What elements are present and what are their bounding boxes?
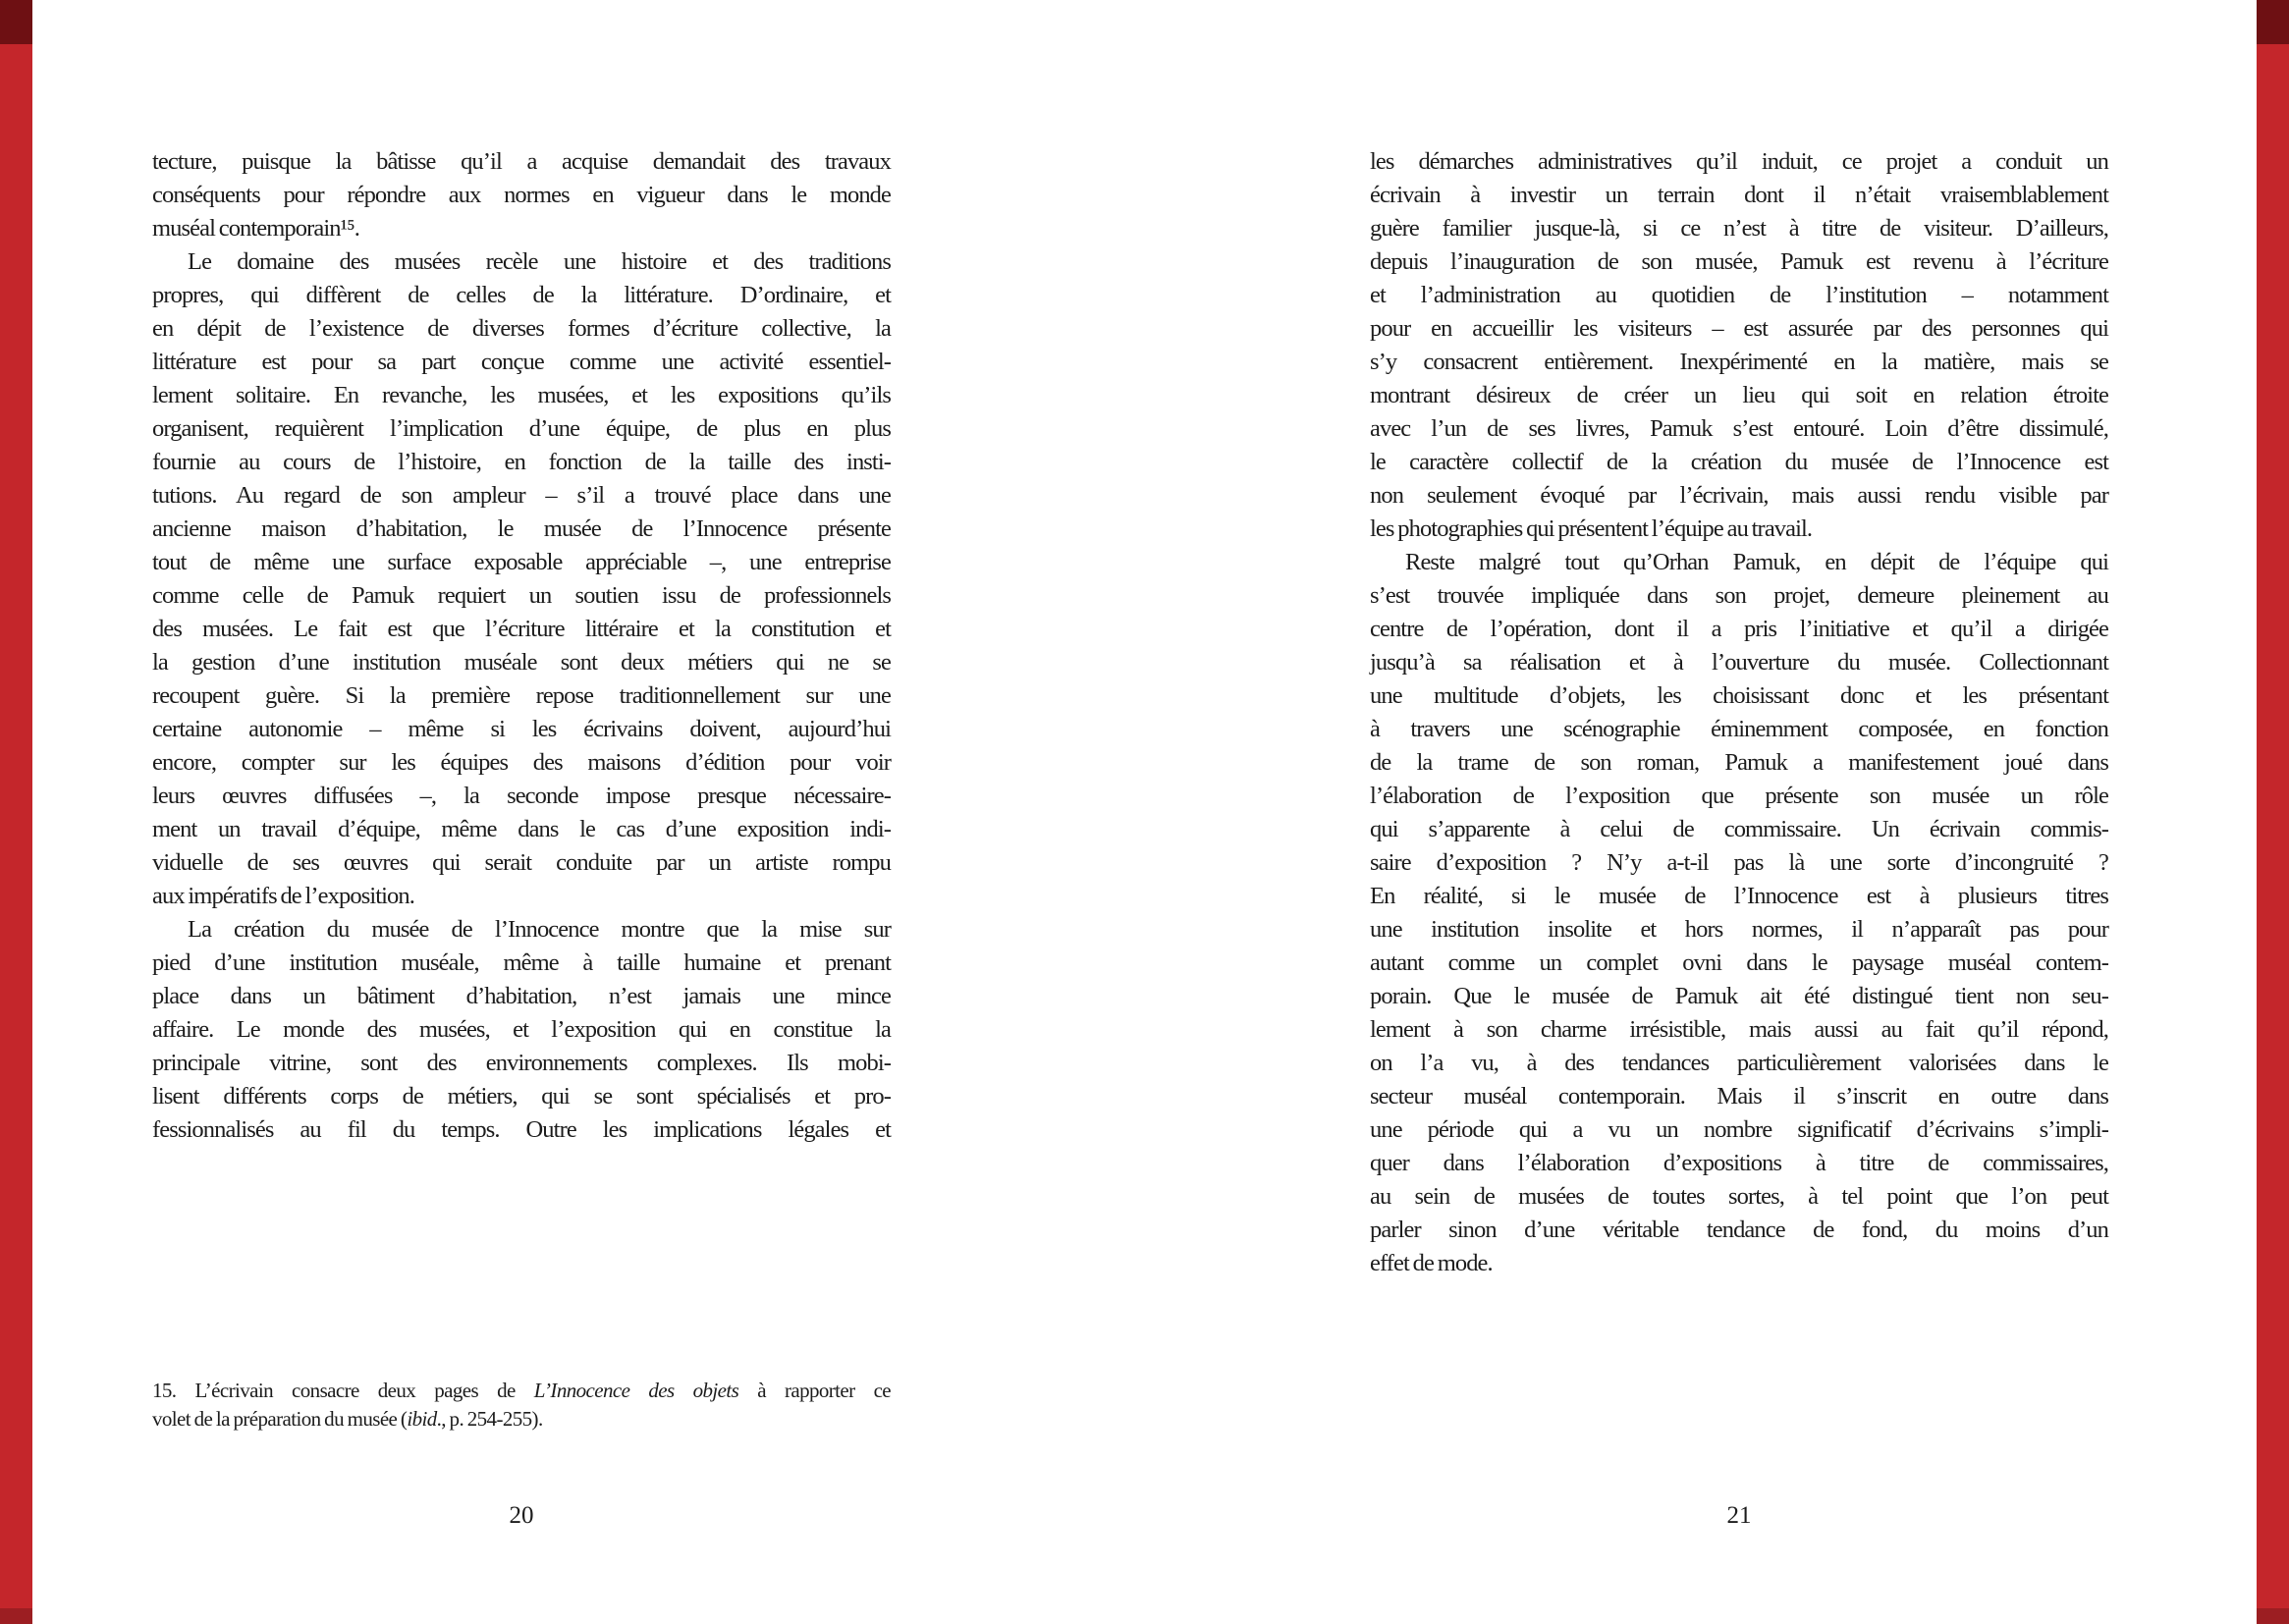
text-line: secteur muséal contemporain. Mais il s’inscrit en outre dans xyxy=(1370,1083,2108,1110)
text-line: encore, compter sur les équipes des maisons d’édition pour voir xyxy=(152,749,891,776)
text-line: En réalité, si le musée de l’Innocence est à plusieurs titres xyxy=(1370,883,2108,909)
text-line: lement à son charme irrésistible, mais aussi au fait qu’il répond, xyxy=(1370,1016,2108,1043)
text-line: tout de même une surface exposable appréciable –, une entreprise xyxy=(152,549,891,575)
text-line: tutions. Au regard de son ampleur – s’il a trouvé place dans une xyxy=(152,482,891,509)
text-line: La création du musée de l’Innocence montre que la mise sur xyxy=(188,916,891,943)
text-line: on l’a vu, à des tendances particulièrement valorisées dans le xyxy=(1370,1050,2108,1076)
text-line: écrivain à investir un terrain dont il n’était vraisemblablement xyxy=(1370,182,2108,208)
text-line: s’y consacrent entièrement. Inexpérimenté en la matière, mais se xyxy=(1370,349,2108,375)
text-segment: 15. L’écrivain consacre deux pages de xyxy=(152,1379,534,1402)
text-line: qui s’apparente à celui de commissaire. Un écrivain commis- xyxy=(1370,816,2108,842)
text-line: à travers une scénographie éminemment composée, en fonction xyxy=(1370,716,2108,742)
footnote xyxy=(152,1377,891,1434)
italic-text: L’Innocence des objets xyxy=(533,1379,739,1402)
text-line xyxy=(152,1405,891,1434)
text-line: fournie au cours de l’histoire, en fonction de la taille des insti- xyxy=(152,449,891,475)
text-line: tecture, puisque la bâtisse qu’il a acquise demandait des travaux xyxy=(152,148,891,175)
text-segment: volet de la préparation du musée ( xyxy=(152,1407,408,1431)
text-line: effet de mode. xyxy=(1370,1250,1493,1276)
text-line: autant comme un complet ovni dans le paysage muséal contem- xyxy=(1370,949,2108,976)
text-line: parler sinon d’une véritable tendance de fond, du moins d’un xyxy=(1370,1217,2108,1243)
text-line: les démarches administratives qu’il induit, ce projet a conduit un xyxy=(1370,148,2108,175)
text-line: ment un travail d’équipe, même dans le cas d’une exposition indi- xyxy=(152,816,891,842)
text-line: porain. Que le musée de Pamuk ait été distingué tient non seu- xyxy=(1370,983,2108,1009)
page-left xyxy=(152,145,891,1579)
text-line: conséquents pour répondre aux normes en vigueur dans le monde xyxy=(152,182,891,208)
text-line: lement solitaire. En revanche, les musées, et les expositions qu’ils xyxy=(152,382,891,408)
text-line: de la trame de son roman, Pamuk a manifestement joué dans xyxy=(1370,749,2108,776)
text-line: organisent, requièrent l’implication d’une équipe, de plus en plus xyxy=(152,415,891,442)
text-line: Le domaine des musées recèle une histoire et des traditions xyxy=(188,248,891,275)
text-line: s’est trouvée impliquée dans son projet, demeure pleinement au xyxy=(1370,582,2108,609)
text-line: des musées. Le fait est que l’écriture littéraire et la constitution et xyxy=(152,616,891,642)
text-line: pour en accueillir les visiteurs – est assurée par des personnes qui xyxy=(1370,315,2108,342)
text-line: centre de l’opération, dont il a pris l’initiative et qu’il a dirigée xyxy=(1370,616,2108,642)
text-line: certaine autonomie – même si les écrivains doivent, aujourd’hui xyxy=(152,716,891,742)
text-line: le caractère collectif de la création du musée de l’Innocence est xyxy=(1370,449,2108,475)
text-line: saire d’exposition ? N’y a-t-il pas là une sorte d’incongruité ? xyxy=(1370,849,2108,876)
text-line: en dépit de l’existence de diverses formes d’écriture collective, la xyxy=(152,315,891,342)
page-number-right: 21 xyxy=(1726,1502,1752,1529)
text-line xyxy=(152,1377,891,1405)
text-line: aux impératifs de l’exposition. xyxy=(152,883,414,909)
text-line: recoupent guère. Si la première repose traditionnellement sur une xyxy=(152,682,891,709)
text-line: pied d’une institution muséale, même à taille humaine et prenant xyxy=(152,949,891,976)
text-line: Reste malgré tout qu’Orhan Pamuk, en dépit de l’équipe qui xyxy=(1405,549,2108,575)
text-line: au sein de musées de toutes sortes, à tel point que l’on peut xyxy=(1370,1183,2108,1210)
text-segment: à rapporter ce xyxy=(738,1379,892,1402)
cover-edge-shadow-bottom-left xyxy=(0,1608,32,1624)
body-text-right xyxy=(1370,145,2108,1280)
text-line: avec l’un de ses livres, Pamuk s’est entouré. Loin d’être dissimulé, xyxy=(1370,415,2108,442)
text-line: comme celle de Pamuk requiert un soutien issu de professionnels xyxy=(152,582,891,609)
text-line: leurs œuvres diffusées –, la seconde impose presque nécessaire- xyxy=(152,783,891,809)
text-line: principale vitrine, sont des environnements complexes. Ils mobi- xyxy=(152,1050,891,1076)
page-right xyxy=(1370,145,2108,1579)
text-line: affaire. Le monde des musées, et l’exposition qui en constitue la xyxy=(152,1016,891,1043)
text-line: non seulement évoqué par l’écrivain, mais aussi rendu visible par xyxy=(1370,482,2108,509)
text-line: jusqu’à sa réalisation et à l’ouverture du musée. Collectionnant xyxy=(1370,649,2108,676)
italic-text: ibid xyxy=(407,1407,437,1431)
text-line: une période qui a vu un nombre significatif d’écrivains s’impli- xyxy=(1370,1116,2108,1143)
text-line: ancienne maison d’habitation, le musée de l’Innocence présente xyxy=(152,515,891,542)
text-line: viduelle de ses œuvres qui serait conduite par un artiste rompu xyxy=(152,849,891,876)
book-cover-edge-right xyxy=(2257,0,2289,1624)
text-line: fessionnalisés au fil du temps. Outre les implications légales et xyxy=(152,1116,891,1143)
page-number-left: 20 xyxy=(509,1502,534,1529)
text-line: montrant désireux de créer un lieu qui soit en relation étroite xyxy=(1370,382,2108,408)
text-line: place dans un bâtiment d’habitation, n’est jamais une mince xyxy=(152,983,891,1009)
text-line: guère familier jusque-là, si ce n’est à titre de visiteur. D’ailleurs, xyxy=(1370,215,2108,242)
text-line: une multitude d’objets, les choisissant donc et les présentant xyxy=(1370,682,2108,709)
text-line: la gestion d’une institution muséale sont deux métiers qui ne se xyxy=(152,649,891,676)
cover-edge-shadow-bottom-right xyxy=(2257,1608,2289,1624)
text-line: une institution insolite et hors normes, il n’apparaît pas pour xyxy=(1370,916,2108,943)
text-line: depuis l’inauguration de son musée, Pamuk est revenu à l’écriture xyxy=(1370,248,2108,275)
body-text-left xyxy=(152,145,891,1147)
text-line: muséal contemporain¹⁵. xyxy=(152,215,359,242)
text-line: lisent différents corps de métiers, qui se sont spécialisés et pro- xyxy=(152,1083,891,1110)
cover-edge-shadow-top-left xyxy=(0,0,32,44)
cover-edge-shadow-top-right xyxy=(2257,0,2289,44)
text-line: propres, qui diffèrent de celles de la littérature. D’ordinaire, et xyxy=(152,282,891,308)
text-line: quer dans l’élaboration d’expositions à titre de commissaires, xyxy=(1370,1150,2108,1176)
text-line: l’élaboration de l’exposition que présente son musée un rôle xyxy=(1370,783,2108,809)
text-line: littérature est pour sa part conçue comme une activité essentiel- xyxy=(152,349,891,375)
text-segment: ., p. 254-255). xyxy=(436,1407,543,1431)
text-line: et l’administration au quotidien de l’institution – notamment xyxy=(1370,282,2108,308)
text-line: les photographies qui présentent l’équipe au travail. xyxy=(1370,515,1813,542)
book-cover-edge-left xyxy=(0,0,32,1624)
